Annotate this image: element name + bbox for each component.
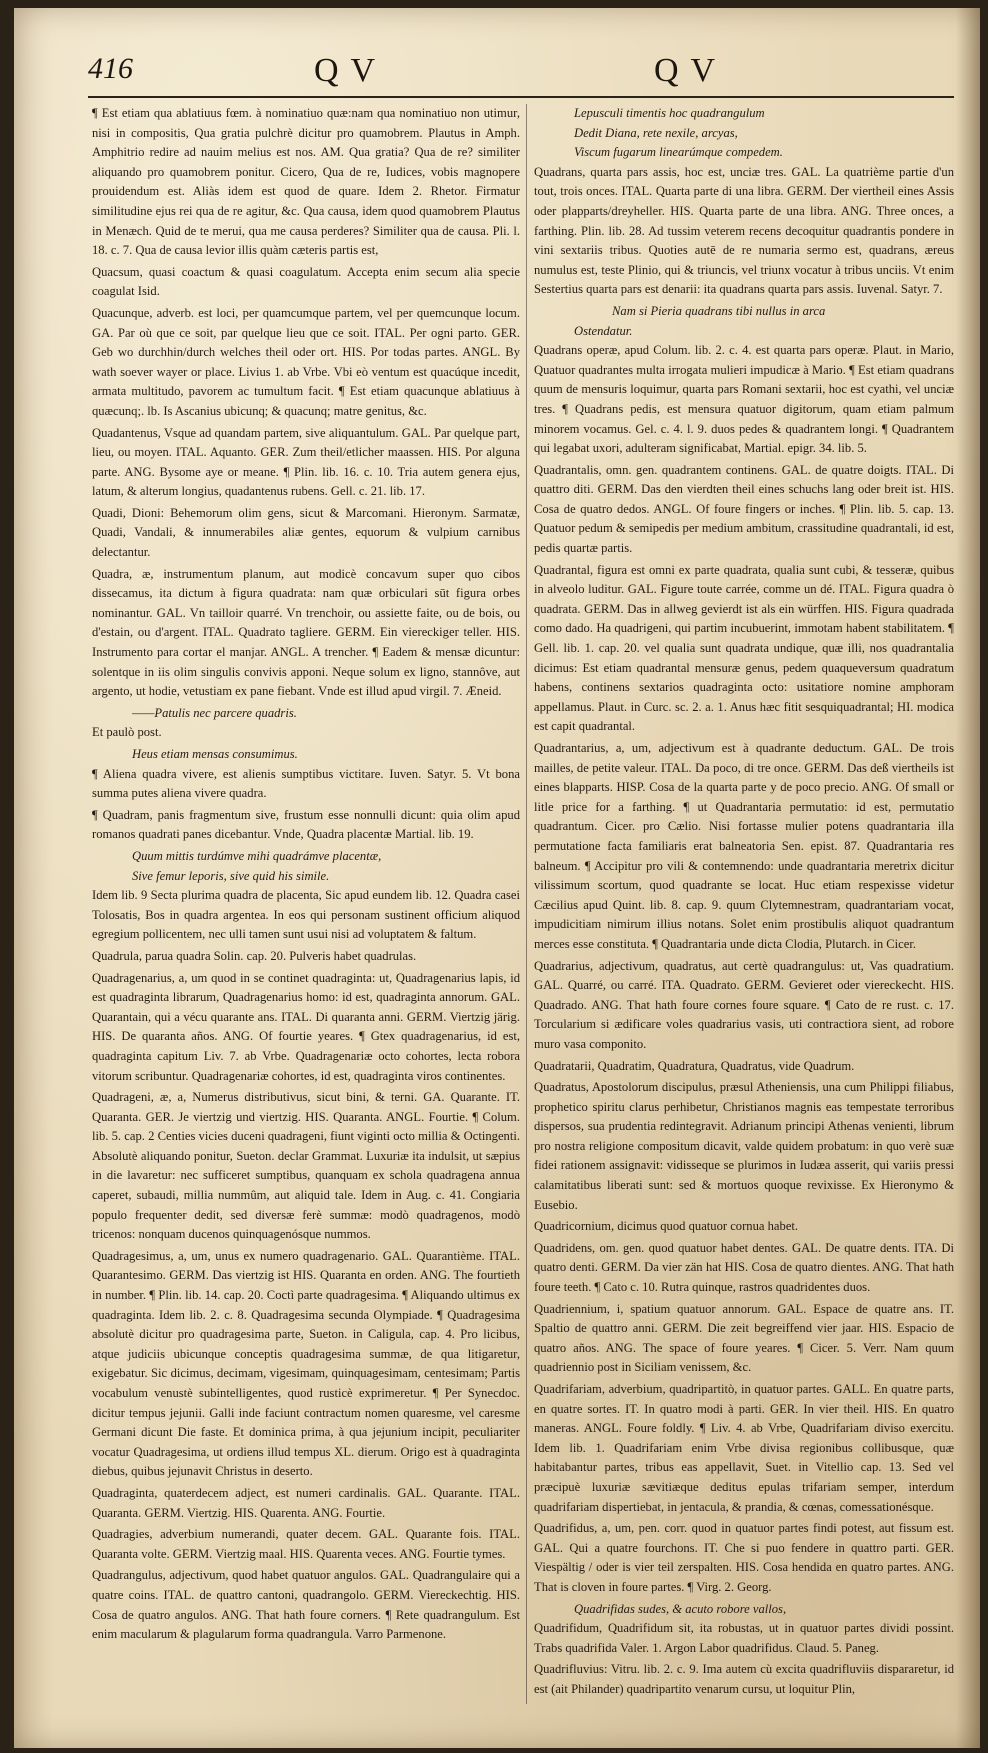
verse-line: Heus etiam mensas consumimus.	[132, 747, 298, 761]
entry: Quadi, Dioni: Behemorum olim gens, sicut & Marcomani. Hieronym. Sarmatæ, Quadi, Vandali, & innumerabiles aliæ gentes, equorum & vulpium carnibus delectantur.	[92, 505, 520, 560]
entry: Idem lib. 9 Secta plurima quadra de placenta, Sic apud eundem lib. 12. Quadra casei Tolosatis, Bos in quadra argentea. In eos qui personam sustinent officium aliquod egregium pollicentem, nec ulli tamen sunt usui nisi ad voluptatem & faltum.	[92, 888, 520, 942]
running-title-right: Q V	[654, 52, 717, 89]
entry: Quacsum, quasi coactum & quasi coagulatum. Accepta enim secum alia specie coagulat Isid.	[92, 264, 520, 299]
entry: ¶ Quadram, panis fragmentum sive, frustum esse nonnulli dicunt: quia olim apud romanos quadrati panes dicebantur. Vnde, Quadra placentæ Martial. lib. 19.	[92, 807, 520, 842]
page-number: 416	[88, 52, 133, 85]
verse-line: Lepusculi timentis hoc quadrangulum	[574, 106, 765, 120]
right-column	[534, 104, 954, 1724]
entry: Quacunque, adverb. est loci, per quamcumque partem, vel per quemcunque locum. GA. Par où que ce soit, par quelque lieu que ce soit. ITAL. Per ogni parto. GER. Geb wo durchhin/durch welches theil oder ort. HIS. Por todas partes. ANGL. By wath soever wayer or place. Livius 1. ab Vrbe. Vbi eò ventum est quacúque incedit, armata multitudo, pavorem ac tumultum facit. ¶ Est etiam quacunque ablatiuus à quæcunq;. lb. Is Ascanius ubicunq; & quacunq; matre genitus, &c.	[92, 305, 520, 418]
entry: ¶ Aliena quadra vivere, est alienis sumptibus victitare. Iuven. Satyr. 5. Vt bona summa putes aliena vivere quadra.	[92, 766, 520, 801]
entry: Quadraginta, quaterdecem adject, est numeri cardinalis. GAL. Quarante. ITAL. Quaranta. GERM. Viertzig. HIS. Quarenta. ANG. Fourtie.	[92, 1485, 520, 1520]
verse-line: Quadrifidas sudes, & acuto robore vallos,	[574, 1601, 787, 1616]
entry: Quadrantal, figura est omni ex parte quadrata, qualia sunt cubi, & tesseræ, quibus in alveolo luditur. GAL. Figure toute carrée, comme un dé. ITAL. Figura quadra ò quadrata. GERM. Das in allweg gevierdt ist als ein würffen. HIS. Figura quadrada como dado. Ha quadrigeni, qui partim incubuerint, immotam habent stabilitatem. ¶ Gell. lib. 1. cap. 20. vel qualia sunt quadrata undique, quæ illi, nos quadrantalia dicimus: Est etiam quadrantal mensuræ genus, pedem quaqueversum quadratum habens, continens sextarios quadraginta octo: usitatiore nomine amphoram appellamus. Plaut. in Curc. sc. 2. a. 1. Anus hæc fitit sesquiquadrantal; HI. modica est capit quadrantal.	[534, 562, 954, 734]
verse-line: Dedit Diana, rete nexile, arcyas,	[574, 125, 738, 140]
entry: Quadrifariam, adverbium, quadripartitò, in quatuor partes. GALL. En quatre parts, en quatre sortes. IT. In quatro modi à parti. GER. In vier theil. HIS. En quatro maneras. ANGL. Foure foldly. ¶ Liv. 4. ab Vrbe, Quadrifariam diviso exercitu. Idem lib. 1. Quadrifariam enim Vrbe divisa regionibus collibusque, quæ habitabantur partes, tribus eas appellavit, Suet. in Vitellio cap. 13. Sed vel præcipuè luxuriæ sævitiæque deditus epulas trifariam semper, interdum quadrifariam dispertiebat, in jentacula, & prandia, & cœnas, comessationésque.	[534, 1382, 954, 1514]
book-page	[14, 8, 980, 1748]
verse-line: Nam si Pieria quadrans tibi nullus in arca	[612, 303, 826, 318]
header-rule	[88, 96, 954, 98]
verse-line: Ostendatur.	[574, 323, 633, 338]
entry: ¶ Est etiam qua ablatiuus fœm. à nominatiuo quæ:nam qua nominatiuo non utimur, nisi in compositis, Qua gratia pulchrè dicitur pro quamobrem. Plautus in Amph. Amphitrio redire ad nauim melius est nos. AM. Qua gratia? Qua de re? similiter aliquando pro quamobrem ponitur. Cicero, Qua de re, Iudices, vobis magnopere prouidendum est. Aliàs idem est quod de quare. Idem 2. Rhetor. Firmatur similitudine ejus rei qua de re agitur, &c. Qua causa, idem quod quamobrem Plautus in Menæch. Quid de te merui, qua me causa perderes? Similiter qua de causa. Pli. l. 18. c. 7. Qua de causa levior illis quàm cæteris partis est,	[92, 106, 520, 258]
entry: Quadrans operæ, apud Colum. lib. 2. c. 4. est quarta pars operæ. Plaut. in Mario, Quatuor quadrantes multa irrogata mulieri impudicæ à Mario. ¶ Est etiam quadrans quum de mensuris loquimur, quarta pars Romani sextarii, hoc est cyathi, vel unciæ tres. ¶ Quadrans pedis, est mensura quatuor digitorum, quam etiam palmum minorem vocamus. Gel. c. 4. l. 9. duos pedes & quadrantem longi. ¶ Quadrantem qui legabat uxori, adulteram significabat, Martial. epigr. 34. lib. 5.	[534, 343, 954, 456]
entry: Quadrangulus, adjectivum, quod habet quatuor angulos. GAL. Quadrangulaire qui a quatre coins. ITAL. de quattro cantoni, quadrangolo. GERM. Viereckechtig. HIS. Cosa de quatro angulos. ANG. That hath foure corners. ¶ Rete quadrangulum. Est enim macularum & plagularum forma quadrangula. Varro Parmenone.	[92, 1568, 520, 1642]
entry: Quadrageni, æ, a, Numerus distributivus, sicut bini, & terni. GA. Quarante. IT. Quaranta. GER. Je viertzig und viertzig. HIS. Quaranta. ANGL. Fourtie. ¶ Colum. lib. 5. cap. 2 Centies vicies duceni quadrageni, fiunt viginti octo millia & Octingenti. Absolutè aliquando ponitur, Sueton. declar Grammat. Luxuriæ ita indulsit, ut sæpius in die lavaretur: nec sufficeret sumptibus, quanquam ex schola quadragena annua caperet, subaudi, millia nummûm, aut aliquid tale. Idem in Aug. c. 41. Congiaria populo frequenter dedit, sed diversæ ferè summæ: modò quadragenos, modò tricenos: nonquam ducenos quinquagenósque nummos.	[92, 1090, 520, 1242]
verse-line: ——Patulis nec parcere quadris.	[132, 705, 297, 720]
entry: Quadriennium, i, spatium quatuor annorum. GAL. Espace de quatre ans. IT. Spaltio de quattro anni. GERM. Die zeit begreiffend vier jaar. HIS. Espacio de quatro años. ANG. The space of foure yeares. ¶ Cicer. 5. Verr. Nam quum quadriennio post in Siciliam venissem, &c.	[534, 1301, 954, 1375]
page-edge-shadow	[956, 8, 980, 1748]
verse-line: Viscum fugarum linearúmque compedem.	[574, 145, 783, 160]
entry: Quadrifidus, a, um, pen. corr. quod in quatuor partes findi potest, aut fissum est. GAL. Qui a quatre fourchons. IT. Che si puo fendere in quattro parti. GER. Viespältig / oder is vier teil zerspalten. HIS. Cosa hendida en quatro partes. ANG. That is cloven in foure partes. ¶ Virg. 2. Georg.	[534, 1521, 954, 1594]
entry: Quadridens, om. gen. quod quatuor habet dentes. GAL. De quatre dents. ITA. Di quatro denti. GERM. Da vier zän hat HIS. Cosa de quatro dientes. ANG. That hath foure teeth. ¶ Cato c. 10. Rutra quinque, rastros quadridentes duos.	[534, 1240, 954, 1295]
column-divider	[526, 104, 527, 1704]
left-column	[92, 104, 520, 1724]
running-head	[14, 52, 980, 92]
entry: Quadrans, quarta pars assis, hoc est, unciæ tres. GAL. La quatrième partie d'un tout, trois onces. ITAL. Quarta parte di una libra. GERM. Der viertheil eines Assis oder plapparts/dreyheller. HIS. Quarta parte de una libra. ANG. Three onces, a farthing. Plin. lib. 28. Ad tussim veterem recens decoquitur quadrantis pondere in vini sextariis tribus. Quoties autē de re numaria sermo est, quadrans, æreus numulus est, teste Plinio, qui & triuncis, vel triunx vocatur à tribus unciis. Vt enim Sestertius quarta pars est denarii: ita quadrans quarta pars assis. Iuvenal. Satyr. 7.	[534, 164, 954, 297]
entry: Quadra, æ, instrumentum planum, aut modicè concavum super quo cibos dissecamus, ita dictum à figura quadrata: nam quæ orbiculari sūt figura orbes nominantur. GAL. Vn tailloir quarré. Vn trenchoir, ou assiette faite, ou de bois, ou d'estain, ou d'argent. ITAL. Quadrato tagliere. GERM. Ein viereckiger teller. HIS. Instrumento para cortar el manjar. ANGL. A trencher. ¶ Eadem & mensæ dicuntur: solentque in iis olim singulis convivis apponi. Neque solum ex ligno, stannôve, aut argento, ut hodie, vetustiam ex pane fiebant. Vnde est illud apud virgil. 7. Æneid.	[92, 566, 520, 699]
entry: Et paulò post.	[92, 725, 162, 740]
entry: Quadrifluvius: Vitru. lib. 2. c. 9. Ima autem cù excita quadrifluviis dispararetur, id est (ait Philander) quadripartito venarum cursu, ut loquitur Plin,	[534, 1662, 954, 1696]
running-title-left: Q V	[314, 52, 377, 89]
entry: Quadrantarius, a, um, adjectivum est à quadrante deductum. GAL. De trois mailles, de petite valeur. ITAL. Da poco, di tre once. GERM. Das deß viertheils ist eines blapparts. HISP. Cosa de la quarta parte y de poco precio. ANG. Of small or litle price for a farthing. ¶ ut Quadrantaria permutatio: id est, permutatio quadrantum. Cicer. pro Cælio. Nisi fortasse mulier potens quadrantaria illa permutatione facta familiaris erat balneatoria Sen. epist. 87. Quadrantaria res balneum. ¶ Accipitur pro vili & contemnendo: unde quadrantaria meretrix dicitur vilissimum scortum, quod quadrante se locat. Huc etiam respexisse videtur Cæcilius apud Quint. lib. 8. cap. 9. quum Clytemnestram, quadrantariam vocat, impudicitiam nimirum illius notans. Solet enim prostibulis aliquot quadrantum merces esse constituta. ¶ Quadrantaria unde dicta Clodia, Plutarch. in Cicer.	[534, 741, 954, 951]
entry: Quadrula, parua quadra Solin. cap. 20. Pulveris habet quadrulas.	[92, 948, 417, 963]
entry: Quadragesimus, a, um, unus ex numero quadragenario. GAL. Quarantième. ITAL. Quarantesimo. GERM. Das viertzig ist HIS. Quaranta en orden. ANG. The fourtieth in number. ¶ Plin. lib. 14. cap. 20. Coctì parte quadragesima. ¶ Aliquando ultimus ex quadraginta. Idem lib. 2. c. 8. Quadragesima secunda Olympiade. ¶ Quadragesima absolutè dicitur pro quadragesima parte, Sueton. in Caligula, cap. 4. Pro licibus, atque judiciis ubicunque conceptis quadragesima summæ, de qua litigaretur, exigebatur. Sic dicimus, decimam, vigesimam, quinquagesimam, centesimam; Partis vocabulum venustè subintelligentes, quod rusticè exprimeretur. ¶ Per Synecdoc. dicitur tempus jejunii. Galli inde faciunt contractum nomen quaresme, vel caresme Germani dicunt Die faste. Et dominica prima, à qua jejunium incipit, peculiariter vocatur Quadragesima, ut ordiens illud tempus XL. dierum. Origo est à quadraginta diebus, quibus jejunavit Christus in deserto.	[92, 1248, 520, 1479]
entry: Quadragies, adverbium numerandi, quater decem. GAL. Quarante fois. ITAL. Quaranta volte. GERM. Viertzig maal. HIS. Quarenta veces. ANG. Fourtie tymes.	[92, 1527, 520, 1561]
entry: Quadragenarius, a, um quod in se continet quadraginta: ut, Quadragenarius lapis, id est quadraginta librarum, Quadragenarius homo: id est, quadraginta annorum. GAL. Quarantain, qui a vécu quarante ans. ITAL. Di quaranta anni. GERM. Viertzig järig. HIS. De quaranta años. ANG. Of fourtie yeares. ¶ Gtex quadragenarius, id est, quadraginta capitum Liv. 7. ab Vrbe. Quadragenariæ octo cohortes, lecta robora vitorum scribuntur. Quadragenariæ cohortes, id est, quadraginta viros continentes.	[92, 970, 520, 1083]
verse-line: Quum mittis turdúmve mihi quadrámve placentæ,	[132, 848, 382, 863]
entry: Quadratus, Apostolorum discipulus, præsul Atheniensis, una cum Philippi filiabus, prophetico spiritu clarus perhibetur, Christianos magnis eas tempestate terroribus dispersos, sua prudentia redintegravit. Adrianum principi Athenas venienti, librum pro nostra religione compositum dicavit, valde quidem probatum: in quo verè suæ fidei rationem assignavit: vidisseque se plurimos in Iudæa asserit, qui variis pressi calamitatibus liberati sunt: sed & mortuos quoque revixisse. Ex Hieronymo & Eusebio.	[534, 1080, 954, 1212]
entry: Quadricornium, dicimus quod quatuor cornua habet.	[534, 1219, 799, 1234]
verse-line: Sive femur leporis, sive quid his simile.	[132, 868, 330, 883]
entry: Quadantenus, Vsque ad quandam partem, sive aliquantulum. GAL. Par quelque part, lieu, ou moyen. ITAL. Aquanto. GER. Zum theil/etlicher maassen. HIS. Por alguna parte. ANG. Bysome aye or meane. ¶ Plin. lib. 16. c. 10. Tria autem genera ejus, latum, & alterum longius, quadantenus rubens. Gell. c. 21. lib. 17.	[92, 425, 520, 499]
entry: Quadrarius, adjectivum, quadratus, aut certè quadrangulus: ut, Vas quadratium. GAL. Quarré, ou carré. ITA. Quadrato. GERM. Gevieret oder viereckecht. HIS. Quadrado. ANG. That hath foure cornes foure square. ¶ Cato de re rust. c. 17. Torcularium si ædificare voles quadrarius vasis, uti contractiora sient, ad robore muro vasa componito.	[534, 958, 954, 1051]
entry: Quadrantalis, omn. gen. quadrantem continens. GAL. de quatre doigts. ITAL. Di quattro diti. GERM. Das den vierdten theil eines schuchs lang oder breit ist. HIS. Cosa de quatro dedos. ANGL. Of foure fingers or inches. ¶ Plin. lib. 5. cap. 13. Quatuor pedum & semipedis per medium ambitum, crassitudine quadrantali, id est, pedis quartæ partis.	[534, 462, 954, 556]
entry: Quadrifidum, Quadrifidum sit, ita robustas, ut in quatuor partes dividi possint. Trabs quadrifida Valer. 1. Argon Labor quadrifidus. Claud. 5. Paneg.	[534, 1621, 954, 1655]
entry: Quadratarii, Quadratim, Quadratura, Quadratus, vide Quadrum.	[534, 1058, 855, 1073]
